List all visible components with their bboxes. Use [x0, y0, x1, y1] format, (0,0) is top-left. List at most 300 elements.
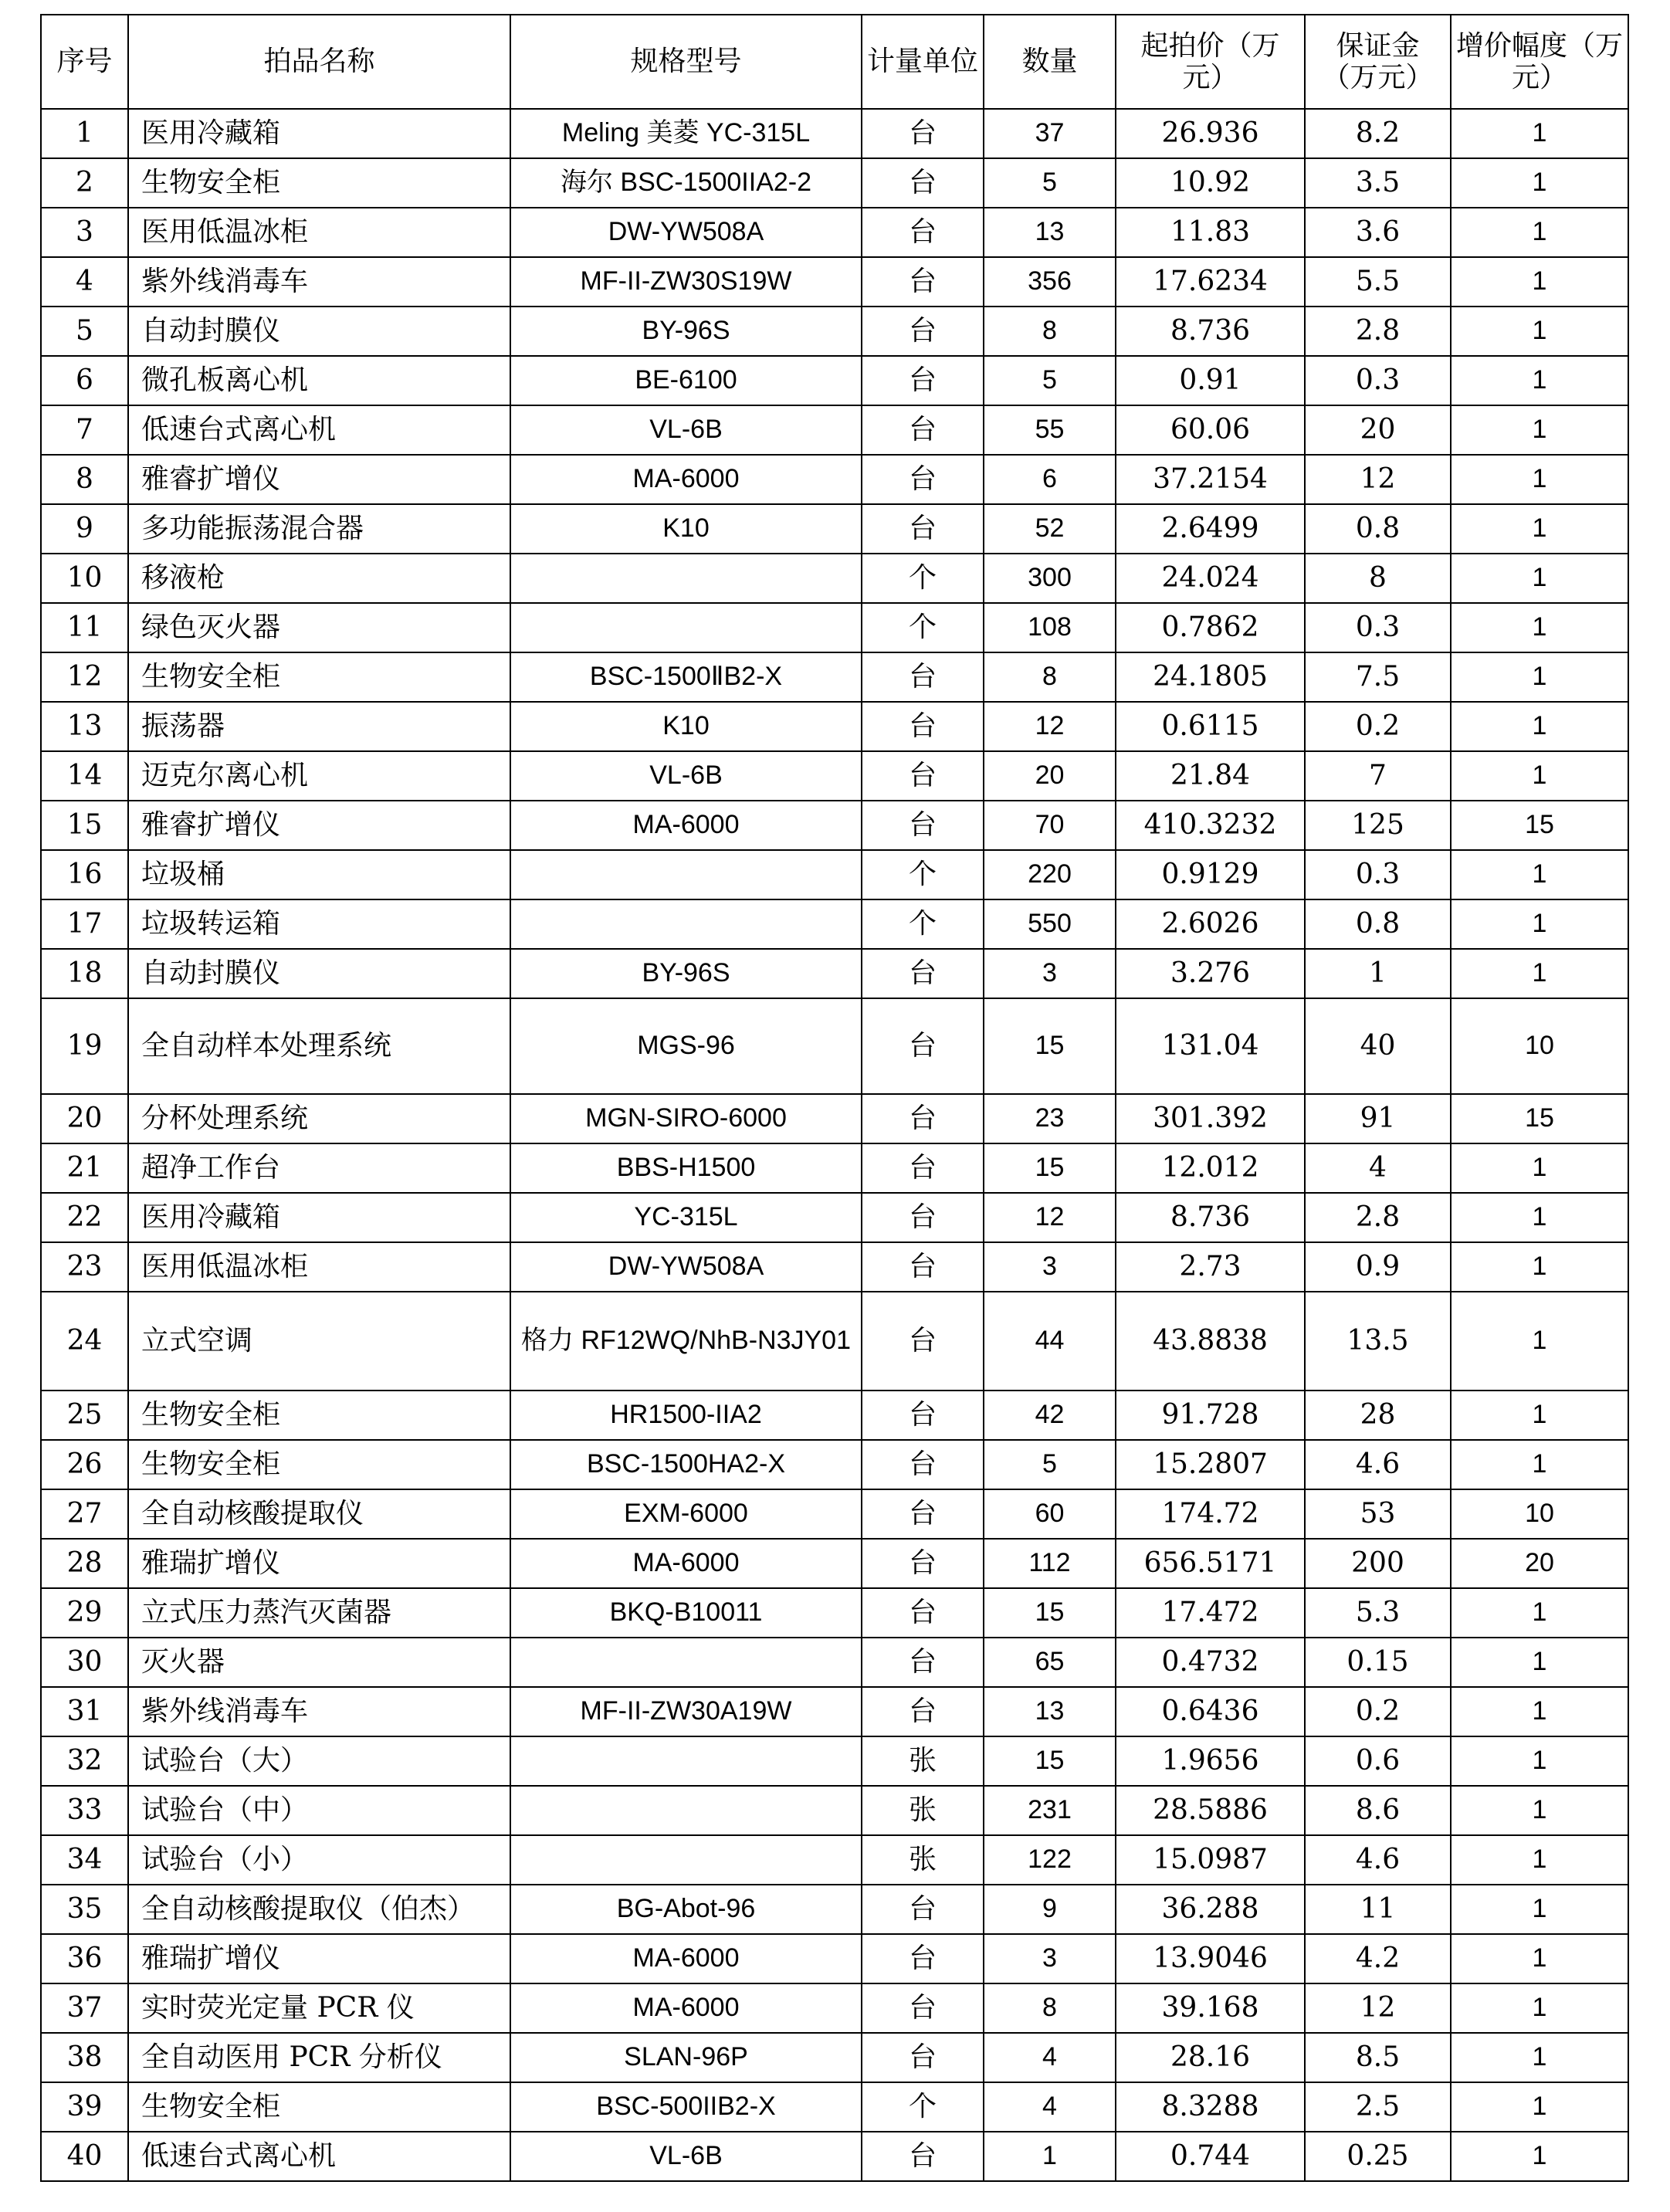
cell-unit: 台	[862, 998, 984, 1094]
cell-unit: 台	[862, 1143, 984, 1193]
cell-price: 0.9129	[1116, 850, 1305, 899]
cell-price: 12.012	[1116, 1143, 1305, 1193]
cell-no: 40	[41, 2132, 128, 2181]
cell-name: 自动封膜仪	[128, 949, 510, 998]
table-row	[41, 405, 1628, 455]
cell-no: 4	[41, 257, 128, 307]
cell-deposit: 2.5	[1305, 2082, 1451, 2132]
table-row	[41, 702, 1628, 751]
cell-price: 10.92	[1116, 158, 1305, 208]
cell-deposit: 0.8	[1305, 504, 1451, 554]
cell-model: K10	[510, 702, 862, 751]
cell-deposit: 4.6	[1305, 1835, 1451, 1885]
cell-name: 医用冷藏箱	[128, 1193, 510, 1242]
cell-unit: 台	[862, 1638, 984, 1687]
table-row	[41, 1885, 1628, 1934]
cell-price: 13.9046	[1116, 1934, 1305, 1983]
cell-qty: 8	[984, 307, 1116, 356]
cell-no: 5	[41, 307, 128, 356]
table-row	[41, 1094, 1628, 1143]
cell-model	[510, 1638, 862, 1687]
table-row	[41, 1489, 1628, 1539]
cell-no: 35	[41, 1885, 128, 1934]
cell-unit: 台	[862, 801, 984, 850]
cell-increment: 1	[1451, 1934, 1628, 1983]
table-body	[41, 109, 1628, 2181]
cell-name: 生物安全柜	[128, 2082, 510, 2132]
table-row	[41, 998, 1628, 1094]
cell-model: BKQ-B10011	[510, 1588, 862, 1638]
table-row	[41, 1835, 1628, 1885]
cell-name: 试验台（大）	[128, 1736, 510, 1786]
table-row	[41, 455, 1628, 504]
cell-name: 生物安全柜	[128, 1440, 510, 1489]
cell-price: 0.91	[1116, 356, 1305, 405]
cell-no: 10	[41, 554, 128, 603]
cell-unit: 台	[862, 1440, 984, 1489]
cell-qty: 6	[984, 455, 1116, 504]
table-row	[41, 751, 1628, 801]
table-row	[41, 1934, 1628, 1983]
cell-no: 12	[41, 652, 128, 702]
cell-unit: 台	[862, 1885, 984, 1934]
cell-qty: 1	[984, 2132, 1116, 2181]
table-row	[41, 801, 1628, 850]
cell-unit: 台	[862, 1539, 984, 1588]
cell-model: BG-Abot-96	[510, 1885, 862, 1934]
cell-qty: 42	[984, 1391, 1116, 1440]
table-row	[41, 850, 1628, 899]
cell-qty: 23	[984, 1094, 1116, 1143]
cell-deposit: 7.5	[1305, 652, 1451, 702]
cell-model: SLAN-96P	[510, 2033, 862, 2082]
cell-no: 1	[41, 109, 128, 158]
cell-qty: 3	[984, 1934, 1116, 1983]
cell-price: 11.83	[1116, 208, 1305, 257]
header-name: 拍品名称	[128, 15, 510, 109]
cell-model: BSC-500IIB2-X	[510, 2082, 862, 2132]
cell-qty: 37	[984, 109, 1116, 158]
cell-increment: 1	[1451, 257, 1628, 307]
cell-price: 15.2807	[1116, 1440, 1305, 1489]
cell-deposit: 20	[1305, 405, 1451, 455]
cell-deposit: 0.2	[1305, 1687, 1451, 1736]
cell-no: 25	[41, 1391, 128, 1440]
cell-deposit: 8.6	[1305, 1786, 1451, 1835]
cell-price: 301.392	[1116, 1094, 1305, 1143]
cell-price: 1.9656	[1116, 1736, 1305, 1786]
cell-model: MGS-96	[510, 998, 862, 1094]
cell-model: 格力 RF12WQ/NhB-N3JY01	[510, 1292, 862, 1391]
cell-model: MA-6000	[510, 1934, 862, 1983]
cell-increment: 20	[1451, 1539, 1628, 1588]
table-row	[41, 899, 1628, 949]
cell-name: 全自动核酸提取仪（伯杰）	[128, 1885, 510, 1934]
table-row	[41, 2132, 1628, 2181]
cell-no: 3	[41, 208, 128, 257]
cell-no: 39	[41, 2082, 128, 2132]
cell-increment: 1	[1451, 554, 1628, 603]
header-unit: 计量单位	[862, 15, 984, 109]
cell-increment: 1	[1451, 504, 1628, 554]
table-row	[41, 109, 1628, 158]
cell-no: 32	[41, 1736, 128, 1786]
cell-name: 自动封膜仪	[128, 307, 510, 356]
cell-increment: 15	[1451, 1094, 1628, 1143]
cell-name: 分杯处理系统	[128, 1094, 510, 1143]
cell-price: 39.168	[1116, 1983, 1305, 2033]
cell-unit: 台	[862, 1391, 984, 1440]
cell-model: MF-II-ZW30S19W	[510, 257, 862, 307]
cell-price: 131.04	[1116, 998, 1305, 1094]
cell-price: 174.72	[1116, 1489, 1305, 1539]
cell-unit: 台	[862, 1094, 984, 1143]
cell-price: 21.84	[1116, 751, 1305, 801]
cell-qty: 220	[984, 850, 1116, 899]
table-row	[41, 1193, 1628, 1242]
cell-increment: 1	[1451, 1638, 1628, 1687]
cell-deposit: 8	[1305, 554, 1451, 603]
cell-price: 24.1805	[1116, 652, 1305, 702]
cell-qty: 15	[984, 998, 1116, 1094]
cell-qty: 60	[984, 1489, 1116, 1539]
cell-unit: 台	[862, 1489, 984, 1539]
cell-price: 36.288	[1116, 1885, 1305, 1934]
cell-deposit: 0.3	[1305, 356, 1451, 405]
cell-no: 36	[41, 1934, 128, 1983]
cell-deposit: 1	[1305, 949, 1451, 998]
cell-qty: 13	[984, 208, 1116, 257]
cell-name: 垃圾桶	[128, 850, 510, 899]
table-row	[41, 1242, 1628, 1292]
cell-model: DW-YW508A	[510, 1242, 862, 1292]
cell-increment: 1	[1451, 1391, 1628, 1440]
cell-increment: 1	[1451, 1786, 1628, 1835]
cell-price: 17.6234	[1116, 257, 1305, 307]
cell-increment: 1	[1451, 1687, 1628, 1736]
cell-increment: 15	[1451, 801, 1628, 850]
table-row	[41, 158, 1628, 208]
cell-price: 2.73	[1116, 1242, 1305, 1292]
table-row	[41, 554, 1628, 603]
cell-no: 37	[41, 1983, 128, 2033]
cell-qty: 44	[984, 1292, 1116, 1391]
cell-qty: 231	[984, 1786, 1116, 1835]
cell-model: VL-6B	[510, 751, 862, 801]
table-row	[41, 1588, 1628, 1638]
cell-unit: 台	[862, 1292, 984, 1391]
cell-name: 紫外线消毒车	[128, 1687, 510, 1736]
cell-model	[510, 899, 862, 949]
cell-unit: 个	[862, 554, 984, 603]
cell-no: 2	[41, 158, 128, 208]
cell-deposit: 7	[1305, 751, 1451, 801]
cell-no: 31	[41, 1687, 128, 1736]
cell-deposit: 5.5	[1305, 257, 1451, 307]
cell-increment: 1	[1451, 356, 1628, 405]
table-row	[41, 1983, 1628, 2033]
cell-increment: 1	[1451, 1242, 1628, 1292]
cell-name: 雅睿扩增仪	[128, 455, 510, 504]
cell-increment: 1	[1451, 1440, 1628, 1489]
table-row	[41, 652, 1628, 702]
cell-price: 15.0987	[1116, 1835, 1305, 1885]
cell-deposit: 12	[1305, 1983, 1451, 2033]
cell-deposit: 53	[1305, 1489, 1451, 1539]
cell-name: 低速台式离心机	[128, 2132, 510, 2181]
cell-model	[510, 603, 862, 652]
table-row	[41, 2082, 1628, 2132]
cell-qty: 15	[984, 1143, 1116, 1193]
cell-deposit: 0.3	[1305, 603, 1451, 652]
cell-model: HR1500-IIA2	[510, 1391, 862, 1440]
cell-qty: 55	[984, 405, 1116, 455]
cell-price: 0.4732	[1116, 1638, 1305, 1687]
cell-unit: 台	[862, 751, 984, 801]
cell-qty: 13	[984, 1687, 1116, 1736]
cell-price: 8.736	[1116, 307, 1305, 356]
cell-no: 28	[41, 1539, 128, 1588]
cell-model: Meling 美菱 YC-315L	[510, 109, 862, 158]
cell-model	[510, 1835, 862, 1885]
cell-qty: 550	[984, 899, 1116, 949]
cell-unit: 台	[862, 455, 984, 504]
cell-unit: 个	[862, 899, 984, 949]
table-row	[41, 356, 1628, 405]
cell-increment: 1	[1451, 1983, 1628, 2033]
cell-unit: 台	[862, 1983, 984, 2033]
cell-deposit: 2.8	[1305, 1193, 1451, 1242]
cell-name: 雅睿扩增仪	[128, 801, 510, 850]
cell-deposit: 8.5	[1305, 2033, 1451, 2082]
cell-qty: 20	[984, 751, 1116, 801]
cell-model	[510, 1736, 862, 1786]
cell-unit: 台	[862, 949, 984, 998]
cell-deposit: 200	[1305, 1539, 1451, 1588]
cell-no: 22	[41, 1193, 128, 1242]
cell-increment: 1	[1451, 405, 1628, 455]
cell-qty: 4	[984, 2033, 1116, 2082]
cell-unit: 张	[862, 1786, 984, 1835]
cell-increment: 1	[1451, 949, 1628, 998]
cell-name: 实时荧光定量 PCR 仪	[128, 1983, 510, 2033]
cell-price: 60.06	[1116, 405, 1305, 455]
cell-increment: 1	[1451, 1736, 1628, 1786]
cell-name: 微孔板离心机	[128, 356, 510, 405]
cell-unit: 个	[862, 603, 984, 652]
cell-name: 移液枪	[128, 554, 510, 603]
cell-name: 立式压力蒸汽灭菌器	[128, 1588, 510, 1638]
auction-items-table	[40, 14, 1629, 2182]
cell-unit: 个	[862, 2082, 984, 2132]
header-increment: 增价幅度（万元）	[1451, 15, 1628, 109]
header-price: 起拍价（万元）	[1116, 15, 1305, 109]
table-row	[41, 2033, 1628, 2082]
cell-price: 2.6499	[1116, 504, 1305, 554]
cell-qty: 3	[984, 1242, 1116, 1292]
cell-name: 全自动样本处理系统	[128, 998, 510, 1094]
cell-no: 26	[41, 1440, 128, 1489]
cell-model: BY-96S	[510, 307, 862, 356]
cell-name: 生物安全柜	[128, 158, 510, 208]
cell-price: 91.728	[1116, 1391, 1305, 1440]
cell-no: 21	[41, 1143, 128, 1193]
cell-no: 24	[41, 1292, 128, 1391]
cell-no: 14	[41, 751, 128, 801]
table-row	[41, 1638, 1628, 1687]
table-row	[41, 1440, 1628, 1489]
cell-model: 海尔 BSC-1500IIA2-2	[510, 158, 862, 208]
table-row	[41, 1736, 1628, 1786]
cell-increment: 1	[1451, 850, 1628, 899]
cell-price: 43.8838	[1116, 1292, 1305, 1391]
cell-deposit: 8.2	[1305, 109, 1451, 158]
cell-name: 生物安全柜	[128, 652, 510, 702]
cell-qty: 4	[984, 2082, 1116, 2132]
cell-unit: 张	[862, 1835, 984, 1885]
cell-name: 试验台（中）	[128, 1786, 510, 1835]
cell-model: YC-315L	[510, 1193, 862, 1242]
cell-name: 医用低温冰柜	[128, 208, 510, 257]
cell-name: 振荡器	[128, 702, 510, 751]
cell-no: 8	[41, 455, 128, 504]
cell-name: 医用低温冰柜	[128, 1242, 510, 1292]
cell-model: BY-96S	[510, 949, 862, 998]
cell-no: 13	[41, 702, 128, 751]
cell-qty: 112	[984, 1539, 1116, 1588]
cell-model: BE-6100	[510, 356, 862, 405]
auction-table-container	[40, 14, 1629, 2182]
cell-model: BSC-1500HA2-X	[510, 1440, 862, 1489]
cell-price: 2.6026	[1116, 899, 1305, 949]
cell-price: 37.2154	[1116, 455, 1305, 504]
cell-no: 18	[41, 949, 128, 998]
table-row	[41, 1292, 1628, 1391]
cell-no: 19	[41, 998, 128, 1094]
cell-qty: 8	[984, 1983, 1116, 2033]
cell-price: 24.024	[1116, 554, 1305, 603]
cell-increment: 1	[1451, 109, 1628, 158]
cell-unit: 台	[862, 208, 984, 257]
cell-qty: 5	[984, 356, 1116, 405]
cell-name: 雅瑞扩增仪	[128, 1934, 510, 1983]
cell-unit: 台	[862, 257, 984, 307]
cell-unit: 台	[862, 2132, 984, 2181]
cell-qty: 15	[984, 1588, 1116, 1638]
cell-unit: 台	[862, 504, 984, 554]
cell-price: 28.5886	[1116, 1786, 1305, 1835]
cell-qty: 52	[984, 504, 1116, 554]
cell-name: 医用冷藏箱	[128, 109, 510, 158]
cell-increment: 1	[1451, 899, 1628, 949]
cell-deposit: 0.6	[1305, 1736, 1451, 1786]
table-row	[41, 257, 1628, 307]
cell-qty: 300	[984, 554, 1116, 603]
cell-no: 38	[41, 2033, 128, 2082]
cell-price: 8.3288	[1116, 2082, 1305, 2132]
cell-model: MGN-SIRO-6000	[510, 1094, 862, 1143]
cell-increment: 1	[1451, 307, 1628, 356]
cell-model: VL-6B	[510, 405, 862, 455]
cell-deposit: 4.6	[1305, 1440, 1451, 1489]
cell-unit: 台	[862, 356, 984, 405]
cell-increment: 1	[1451, 2132, 1628, 2181]
cell-deposit: 0.25	[1305, 2132, 1451, 2181]
cell-deposit: 0.2	[1305, 702, 1451, 751]
cell-model: K10	[510, 504, 862, 554]
cell-model: MA-6000	[510, 1539, 862, 1588]
cell-increment: 1	[1451, 208, 1628, 257]
cell-unit: 台	[862, 109, 984, 158]
cell-deposit: 5.3	[1305, 1588, 1451, 1638]
table-row	[41, 949, 1628, 998]
cell-unit: 台	[862, 158, 984, 208]
cell-increment: 1	[1451, 1292, 1628, 1391]
cell-model	[510, 554, 862, 603]
cell-increment: 1	[1451, 652, 1628, 702]
cell-qty: 108	[984, 603, 1116, 652]
cell-deposit: 91	[1305, 1094, 1451, 1143]
header-model: 规格型号	[510, 15, 862, 109]
cell-name: 绿色灭火器	[128, 603, 510, 652]
cell-increment: 10	[1451, 1489, 1628, 1539]
cell-name: 全自动核酸提取仪	[128, 1489, 510, 1539]
cell-price: 8.736	[1116, 1193, 1305, 1242]
cell-model: EXM-6000	[510, 1489, 862, 1539]
cell-deposit: 0.9	[1305, 1242, 1451, 1292]
cell-name: 迈克尔离心机	[128, 751, 510, 801]
cell-increment: 1	[1451, 158, 1628, 208]
cell-no: 34	[41, 1835, 128, 1885]
cell-name: 生物安全柜	[128, 1391, 510, 1440]
cell-deposit: 0.15	[1305, 1638, 1451, 1687]
cell-unit: 台	[862, 1687, 984, 1736]
cell-no: 17	[41, 899, 128, 949]
cell-price: 0.7862	[1116, 603, 1305, 652]
cell-deposit: 4.2	[1305, 1934, 1451, 1983]
cell-price: 0.6436	[1116, 1687, 1305, 1736]
cell-no: 15	[41, 801, 128, 850]
cell-increment: 1	[1451, 603, 1628, 652]
cell-qty: 12	[984, 1193, 1116, 1242]
cell-unit: 台	[862, 1242, 984, 1292]
cell-model	[510, 1786, 862, 1835]
cell-increment: 1	[1451, 2082, 1628, 2132]
header-no: 序号	[41, 15, 128, 109]
cell-model: BSC-1500ⅡB2-X	[510, 652, 862, 702]
cell-price: 410.3232	[1116, 801, 1305, 850]
cell-increment: 1	[1451, 1885, 1628, 1934]
cell-unit: 台	[862, 307, 984, 356]
cell-name: 灭火器	[128, 1638, 510, 1687]
cell-no: 9	[41, 504, 128, 554]
cell-increment: 1	[1451, 1193, 1628, 1242]
cell-no: 23	[41, 1242, 128, 1292]
cell-qty: 65	[984, 1638, 1116, 1687]
cell-no: 7	[41, 405, 128, 455]
cell-model: MA-6000	[510, 455, 862, 504]
cell-qty: 8	[984, 652, 1116, 702]
table-row	[41, 504, 1628, 554]
cell-deposit: 11	[1305, 1885, 1451, 1934]
table-row	[41, 603, 1628, 652]
table-header-row	[41, 15, 1628, 109]
cell-price: 0.6115	[1116, 702, 1305, 751]
cell-name: 雅瑞扩增仪	[128, 1539, 510, 1588]
cell-deposit: 28	[1305, 1391, 1451, 1440]
cell-unit: 台	[862, 652, 984, 702]
cell-name: 立式空调	[128, 1292, 510, 1391]
